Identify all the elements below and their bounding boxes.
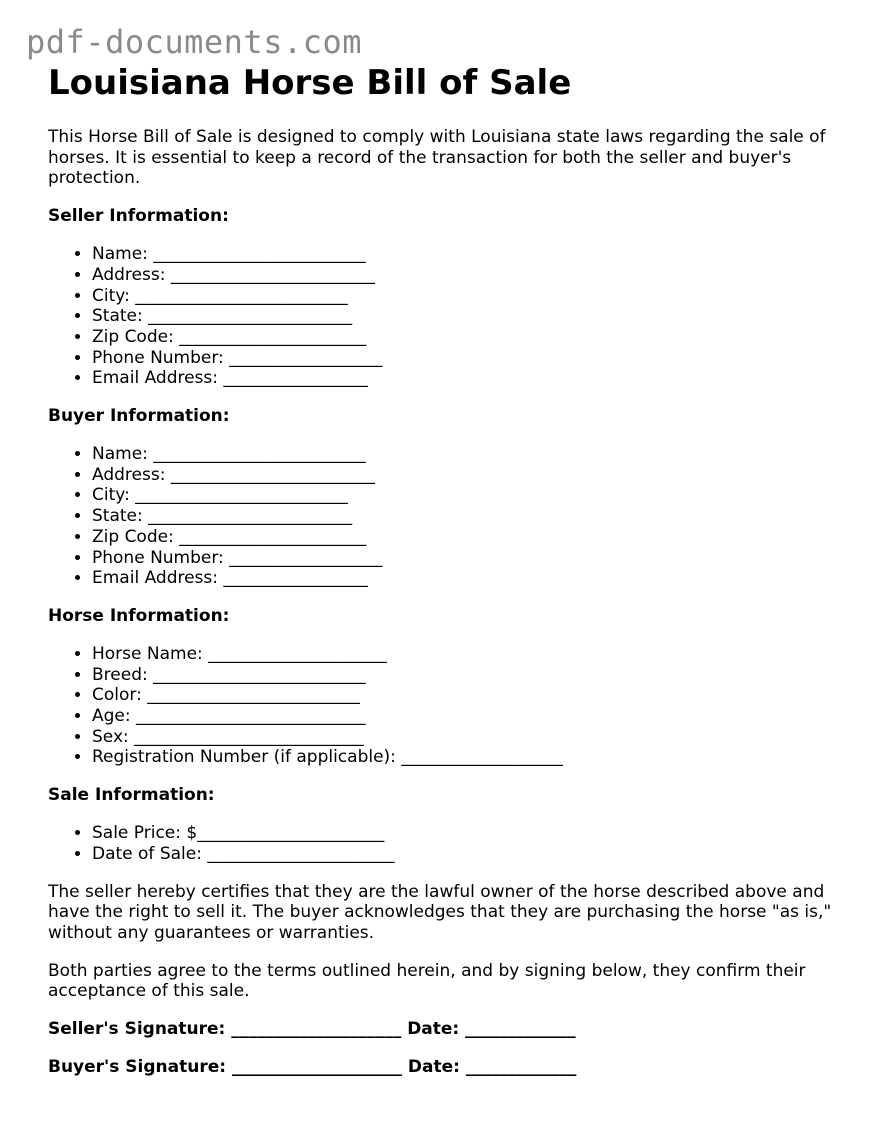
buyer-fields-list: [48, 444, 848, 589]
field-blank[interactable]: __________________: [229, 347, 383, 368]
field-label: Address:: [92, 464, 166, 485]
list-item: [92, 665, 848, 686]
list-item: [92, 527, 848, 548]
field-blank[interactable]: _________________: [223, 568, 368, 589]
intro-paragraph: This Horse Bill of Sale is designed to comply with Louisiana state laws regarding the sale of horses. It is essential to keep a record of the transaction for both the seller and buyer's protection.: [48, 127, 826, 189]
field-label: Zip Code:: [92, 326, 174, 347]
buyer-signature-blank[interactable]: ____________________: [231, 1057, 402, 1078]
list-item: [92, 727, 848, 748]
list-item: [92, 568, 848, 589]
field-label: Date of Sale:: [92, 843, 202, 864]
field-blank[interactable]: ________________________: [170, 464, 375, 485]
field-blank[interactable]: _________________________: [135, 485, 348, 506]
list-item: [92, 265, 848, 286]
buyer-heading: Buyer Information:: [48, 406, 230, 427]
field-label: Name:: [92, 244, 148, 265]
buyer-signature-label: Buyer's Signature:: [48, 1057, 227, 1078]
horse-fields-list: [48, 644, 848, 768]
field-blank[interactable]: _________________________: [147, 685, 360, 706]
agreement-paragraph: Both parties agree to the terms outlined herein, and by signing below, they confirm their acceptance of this sale.: [48, 960, 806, 1002]
field-label: Sale Price: $: [92, 823, 198, 844]
document-page: [48, 62, 848, 1078]
list-item: [92, 444, 848, 465]
list-item: [92, 844, 848, 865]
field-blank[interactable]: ___________________________: [134, 726, 364, 747]
list-item: [92, 644, 848, 665]
buyer-date-blank[interactable]: _____________: [465, 1057, 577, 1078]
list-item: [92, 286, 848, 307]
field-label: Email Address:: [92, 568, 218, 589]
field-label: Zip Code:: [92, 526, 174, 547]
buyer-date-label: Date:: [407, 1057, 460, 1078]
field-blank[interactable]: ___________________: [401, 747, 563, 768]
list-item: [92, 747, 848, 768]
sale-heading: Sale Information:: [48, 785, 215, 806]
field-label: Email Address:: [92, 368, 218, 389]
field-label: Breed:: [92, 664, 148, 685]
buyer-signature-line: [48, 1057, 848, 1078]
field-label: State:: [92, 506, 143, 527]
field-blank[interactable]: _________________________: [153, 244, 366, 265]
seller-heading: Seller Information:: [48, 206, 229, 227]
seller-date-blank[interactable]: _____________: [465, 1019, 576, 1040]
list-item: [92, 485, 848, 506]
field-blank[interactable]: ______________________: [197, 823, 385, 844]
field-label: Horse Name:: [92, 643, 203, 664]
list-item: [92, 306, 848, 327]
field-blank[interactable]: ________________________: [148, 506, 353, 527]
field-label: City:: [92, 285, 130, 306]
field-blank[interactable]: ___________________________: [136, 706, 366, 727]
field-label: Registration Number (if applicable):: [92, 747, 396, 768]
list-item: [92, 685, 848, 706]
seller-signature-blank[interactable]: ____________________: [231, 1019, 402, 1040]
field-label: Phone Number:: [92, 347, 224, 368]
field-blank[interactable]: ______________________: [179, 526, 367, 547]
list-item: [92, 348, 848, 369]
field-label: Sex:: [92, 726, 129, 747]
list-item: [92, 368, 848, 389]
field-label: Phone Number:: [92, 547, 224, 568]
field-label: Address:: [92, 264, 166, 285]
field-label: State:: [92, 306, 143, 327]
list-item: [92, 465, 848, 486]
seller-date-label: Date:: [407, 1019, 460, 1040]
field-blank[interactable]: _________________: [223, 368, 368, 389]
list-item: [92, 823, 848, 844]
field-blank[interactable]: ______________________: [179, 326, 367, 347]
list-item: [92, 506, 848, 527]
field-blank[interactable]: _________________________: [135, 285, 348, 306]
list-item: [92, 327, 848, 348]
field-label: Name:: [92, 444, 148, 465]
sale-fields-list: [48, 823, 848, 864]
document-title: Louisiana Horse Bill of Sale: [48, 63, 572, 103]
field-label: City:: [92, 485, 130, 506]
list-item: [92, 706, 848, 727]
seller-signature-label: Seller's Signature:: [48, 1019, 226, 1040]
field-blank[interactable]: ________________________: [148, 306, 353, 327]
field-blank[interactable]: __________________: [229, 547, 383, 568]
field-label: Color:: [92, 685, 142, 706]
field-blank[interactable]: ________________________: [170, 264, 375, 285]
field-blank[interactable]: _____________________: [208, 643, 387, 664]
list-item: [92, 244, 848, 265]
field-blank[interactable]: _________________________: [153, 444, 366, 465]
seller-fields-list: [48, 244, 848, 389]
certification-paragraph: The seller hereby certifies that they are the lawful owner of the horse described above and have the right to sell it. The buyer acknowledges that they are purchasing the horse "as is," without any guarantees or warranties.: [48, 881, 832, 943]
watermark: pdf-documents.com: [26, 23, 363, 61]
field-label: Age:: [92, 706, 131, 727]
field-blank[interactable]: ______________________: [207, 843, 395, 864]
list-item: [92, 548, 848, 569]
seller-signature-line: [48, 1019, 848, 1040]
horse-heading: Horse Information:: [48, 605, 230, 626]
field-blank[interactable]: _________________________: [153, 664, 366, 685]
